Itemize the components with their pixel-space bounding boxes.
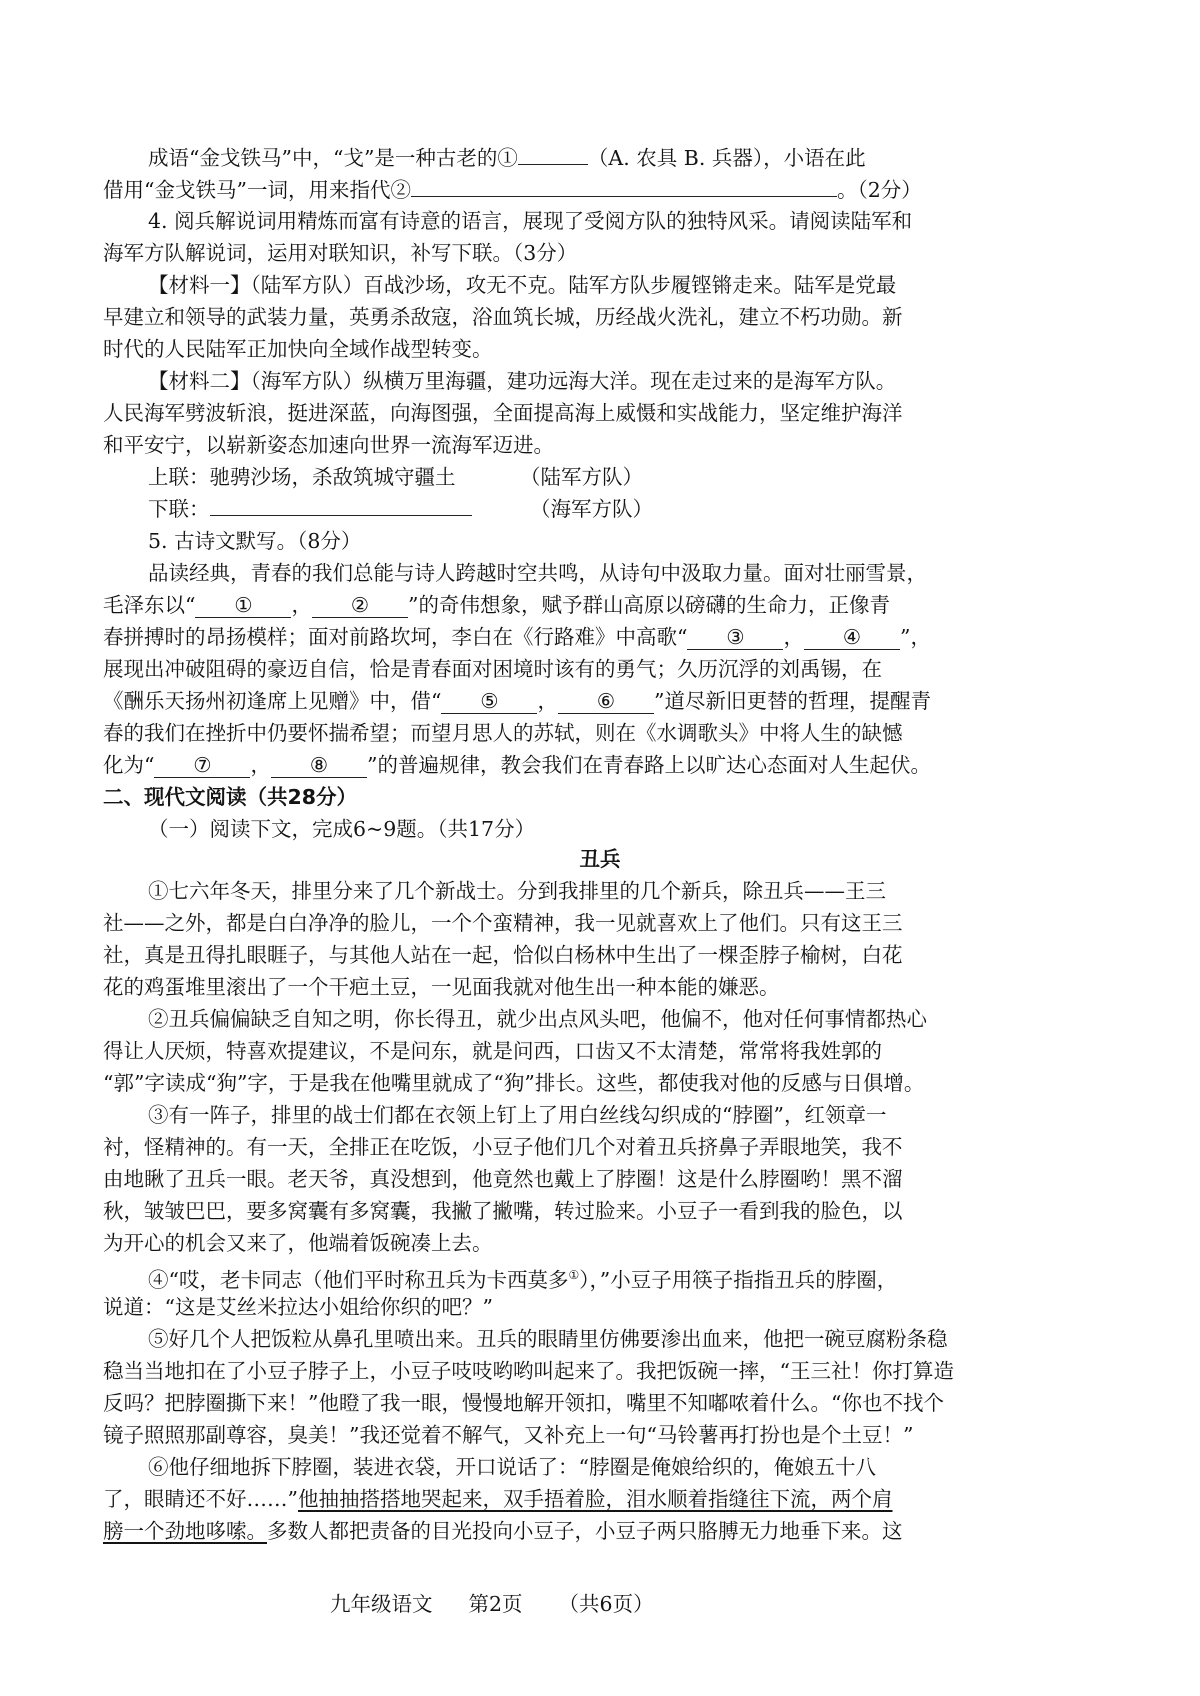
story-paragraph: 镜子照照那副尊容，臭美！”我还觉着不解气，又补充上一句“马铃薯再打扮也是个土豆！” (103, 1423, 914, 1447)
story-paragraph: 秋，皱皱巴巴，要多窝囊有多窝囊，我撇了撇嘴，转过脸来。小豆子一看到我的脸色，以 (103, 1199, 903, 1223)
q5-line-7: 化为“ ⑦ ， ⑧ ”的普遍规律，教会我们在青春路上以旷达心态面对人生起伏。 (103, 753, 931, 777)
footer-grade: 九年级语文 (330, 1592, 433, 1616)
material-one: 【材料一】（陆军方队）百战沙场，攻无不克。陆军方队步履铿锵走来。陆军是党最 (148, 273, 897, 297)
story-paragraph: ③有一阵子，排里的战士们都在衣领上钉上了用白丝线勾织成的“脖圈”，红领章一 (148, 1103, 887, 1127)
material-two: 人民海军劈波斩浪，挺进深蓝，向海图强，全面提高海上威慑和实战能力，坚定维护海洋 (103, 401, 903, 425)
story-paragraph: ④“哎，老卡同志（他们平时称丑兵为卡西莫多①），”小豆子用筷子指指丑兵的脖圈， (148, 1267, 898, 1292)
footer-page-number: 第2页 (468, 1592, 523, 1616)
story-paragraph: 花的鸡蛋堆里滚出了一个干疤土豆，一见面我就对他生出一种本能的嫌恶。 (103, 975, 780, 999)
section-heading: 二、现代文阅读（共28分） (103, 785, 358, 809)
story-paragraph: 为开心的机会又来了，他端着饭碗凑上去。 (103, 1231, 493, 1255)
q5-text: 展现出冲破阻碍的豪迈自信，恰是青春面对困境时该有的勇气；久历沉浮的刘禹锡，在 (103, 657, 882, 681)
story-paragraph: ①七六年冬天，排里分来了几个新战士。分到我排里的几个新兵，除丑兵——王三 (148, 879, 886, 903)
underlined-sentence: 膀一个劲地哆嗦。 (103, 1519, 267, 1543)
q3-text: 借用“金戈铁马”一词，用来指代② (103, 178, 411, 202)
poem-blank-2[interactable]: ② (312, 593, 408, 618)
material-two: 和平安宁，以崭新姿态加速向世界一流海军迈进。 (103, 433, 554, 457)
q5-text: 春的我们在挫折中仍要怀揣希望；而望月思人的苏轼，则在《水调歌头》中将人生的缺憾 (103, 721, 903, 745)
upper-couplet: 上联：驰骋沙场，杀敌筑城守疆土 (148, 465, 456, 489)
story-paragraph: 得让人厌烦，特喜欢提建议，不是问东，就是问西，口齿又不太清楚，常常将我姓郭的 (103, 1039, 882, 1063)
story-paragraph: “郭”字读成“狗”字，于是我在他嘴里就成了“狗”排长。这些，都使我对他的反感与日俱增。 (103, 1071, 925, 1095)
lower-couplet-blank[interactable] (210, 515, 472, 516)
answer-blank-2[interactable] (411, 196, 837, 197)
story-paragraph: 说道：“这是艾丝米拉达小姐给你织的吧？” (103, 1295, 493, 1319)
q4-stem: 4. 阅兵解说词用精炼而富有诗意的语言，展现了受阅方队的独特风采。请阅读陆军和 (148, 209, 913, 233)
poem-blank-3[interactable]: ③ (687, 625, 783, 650)
footer-total-pages: （共6页） (558, 1592, 654, 1616)
q5-line-3: 春拼搏时的昂扬模样；面对前路坎坷，李白在《行路难》中高歌“ ③ ， ④ ”， (103, 625, 931, 649)
footnote-marker: ① (568, 1268, 580, 1282)
answer-blank-1[interactable] (518, 164, 588, 165)
story-paragraph: ⑥他仔细地拆下脖圈，装进衣袋，开口说话了：“脖圈是俺娘给织的，俺娘五十八 (148, 1455, 876, 1479)
story-paragraph: ⑤好几个人把饭粒从鼻孔里喷出来。丑兵的眼睛里仿佛要渗出血来，他把一碗豆腐粉条稳 (148, 1327, 948, 1351)
lower-couplet: 下联： (148, 495, 472, 523)
material-one: 早建立和领导的武装力量，英勇杀敌寇，浴血筑长城，历经战火洗礼，建立不朽功勋。新 (103, 305, 903, 329)
page-footer (330, 1590, 654, 1618)
poem-blank-8[interactable]: ⑧ (271, 753, 367, 778)
story-paragraph: 膀一个劲地哆嗦。多数人都把责备的目光投向小豆子，小豆子两只胳膊无力地垂下来。这 (103, 1519, 903, 1543)
poem-blank-7[interactable]: ⑦ (154, 753, 250, 778)
story-paragraph: 了，眼睛还不好……”他抽抽搭搭地哭起来，双手捂着脸，泪水顺着指缝往下流，两个肩 (103, 1487, 893, 1511)
story-paragraph: 反吗？把脖圈撕下来！”他瞪了我一眼，慢慢地解开领扣，嘴里不知嘟哝着什么。“你也不找个 (103, 1391, 944, 1415)
lower-couplet-unit: （海军方队） (530, 497, 653, 521)
upper-couplet-unit: （陆军方队） (520, 465, 643, 489)
material-two: 【材料二】（海军方队）纵横万里海疆，建功远海大洋。现在走过来的是海军方队。 (148, 369, 897, 393)
story-paragraph: 由地瞅了丑兵一眼。老天爷，真没想到，他竟然也戴上了脖圈！这是什么脖圈哟！黑不溜 (103, 1167, 903, 1191)
poem-blank-1[interactable]: ① (195, 593, 291, 618)
story-paragraph: 社——之外，都是白白净净的脸儿，一个个蛮精神，我一见就喜欢上了他们。只有这王三 (103, 911, 903, 935)
q3-text: 。（2分） (836, 178, 922, 202)
story-title: 丑兵 (579, 847, 621, 871)
poem-blank-6[interactable]: ⑥ (558, 689, 654, 714)
story-paragraph: 衬，怪精神的。有一天，全排正在吃饭，小豆子他们几个对着丑兵挤鼻子弄眼地笑，我不 (103, 1135, 903, 1159)
underlined-sentence: 他抽抽搭搭地哭起来，双手捂着脸，泪水顺着指缝往下流，两个肩 (297, 1487, 893, 1511)
q5-text: 品读经典，青春的我们总能与诗人跨越时空共鸣，从诗句中汲取力量。面对壮丽雪景， (148, 561, 927, 585)
story-paragraph: 稳当当地扣在了小豆子脖子上，小豆子吱吱哟哟叫起来了。我把饭碗一摔，“王三社！你打算造 (103, 1359, 954, 1383)
q5-line-5: 《酬乐天扬州初逢席上见赠》中，借“ ⑤ ， ⑥ ”道尽新旧更替的哲理，提醒青 (103, 689, 931, 713)
poem-blank-5[interactable]: ⑤ (441, 689, 537, 714)
poem-blank-4[interactable]: ④ (804, 625, 900, 650)
story-paragraph: 社，真是丑得扎眼睚子，与其他人站在一起，恰似白杨林中生出了一棵歪脖子榆树，白花 (103, 943, 903, 967)
q3-line-2 (103, 176, 922, 204)
section-subheading: （一）阅读下文，完成6~9题。（共17分） (148, 817, 536, 841)
q3-line-1 (148, 144, 866, 172)
q4-stem: 海军方队解说词，运用对联知识，补写下联。（3分） (103, 241, 578, 265)
q5-line-2: 毛泽东以“ ① ， ② ”的奇伟想象，赋予群山高原以磅礴的生命力，正像青 (103, 593, 890, 617)
q3-text: （A. 农具 B. 兵器），小语在此 (587, 146, 866, 170)
story-paragraph: ②丑兵偏偏缺乏自知之明，你长得丑，就少出点风头吧，他偏不，他对任何事情都热心 (148, 1007, 927, 1031)
q5-stem: 5. 古诗文默写。（8分） (148, 529, 362, 553)
material-one: 时代的人民陆军正加快向全域作战型转变。 (103, 337, 493, 361)
q3-text: 成语“金戈铁马”中，“戈”是一种古老的① (148, 146, 518, 170)
